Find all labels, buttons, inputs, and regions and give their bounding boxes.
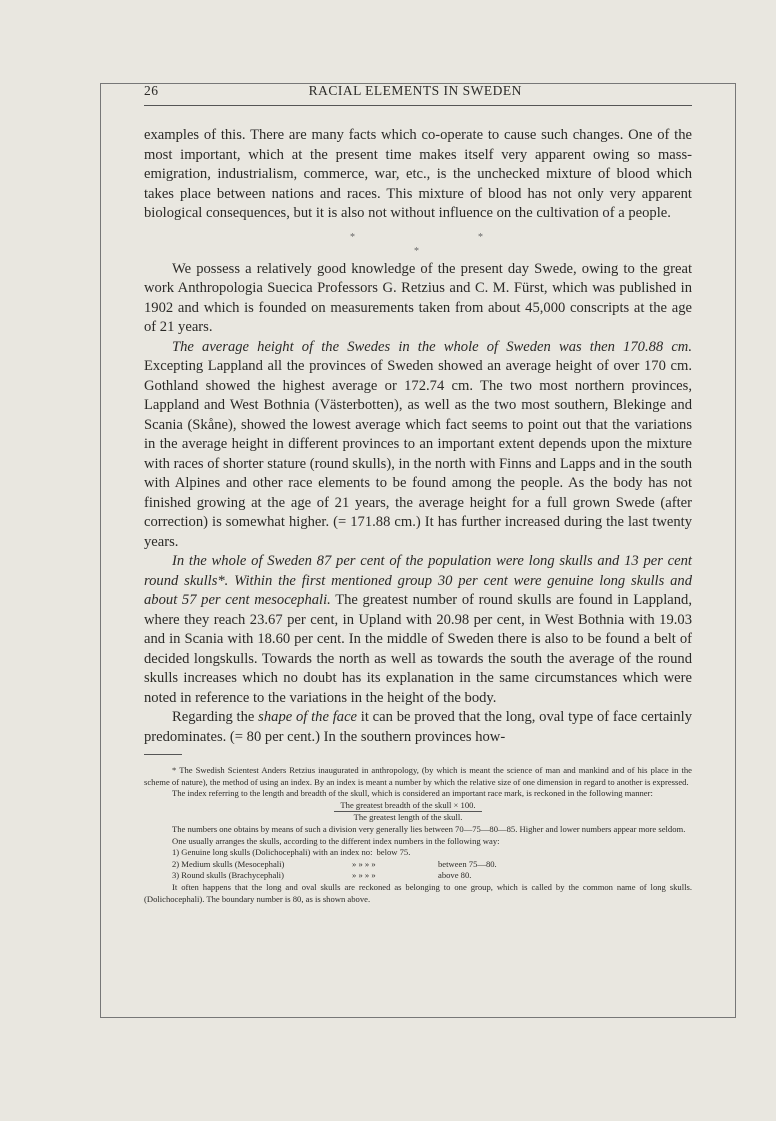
footnote-2: The index referring to the length and breadth of the skull, which is considered an important race mark, is reckoned in the following manner:: [172, 788, 653, 799]
paragraph-2: We possess a relatively good knowledge of the present day Swede, owing to the great work Anthropologia Suecica Professors G. Retzius and C. M. Fürst, which was published in 1902 and which is founded on measurements taken from about 45,000 conscripts at the age of 21 years.: [144, 260, 692, 335]
ornament-star-right: *: [478, 231, 483, 243]
crop-line-right: [735, 83, 736, 1018]
running-head: [144, 83, 692, 106]
paragraph-4: [144, 552, 692, 708]
index-list-label: 3) Round skulls (Brachycephali): [172, 870, 284, 881]
index-list-value: below 75.: [376, 847, 411, 858]
paragraph-3: [144, 338, 692, 553]
index-list-ditto: » » » »: [352, 858, 376, 869]
index-list-item: [172, 847, 692, 859]
footnote-3: The numbers one obtains by means of such a division very generally lies between 70—75—80—85. Higher and lower numbers appear more seldom.: [172, 823, 686, 834]
page-text: [144, 83, 692, 905]
page-number: 26: [144, 83, 159, 98]
formula-numerator: The greatest breadth of the skull × 100.: [334, 800, 481, 813]
index-formula: [144, 800, 692, 824]
paragraph-1: examples of this. There are many facts which co-operate to cause such changes. One of the most important, which at the present time makes itself very apparent owing so mass-emigration, industrialism, commerce, war, etc., is the unchecked mixture of blood which takes place between nations and races. This mixture of blood has not only very apparent biological consequences, but it is also not without influence on the cultivation of a people.: [144, 127, 692, 221]
body-text: [144, 126, 692, 747]
index-list-item: [172, 859, 692, 871]
paragraph-5-emphasis: shape of the face: [258, 709, 358, 725]
index-list-value: between 75—80.: [438, 858, 497, 869]
paragraph-5-text-b: it can be proved that the long, oval type of face certainly predominates. (= 80 per cent.) In the southern provinces how-: [144, 709, 693, 745]
paragraph-4-emphasis: In the whole of Sweden 87 per cent of the population were long skulls and 13 per cent round skulls*. Within the first mentioned group 30 per cent were genuine long skulls and about 57 per cent mesocephali.: [144, 553, 692, 608]
index-list-ditto: » » » »: [352, 870, 376, 881]
index-list-label: 1) Genuine long skulls (Dolichocephali) with an index no:: [172, 847, 373, 858]
ornament-star-left: *: [350, 231, 355, 243]
footnotes: [144, 765, 692, 905]
paragraph-3-text: Excepting Lappland all the provinces of Sweden showed an average height of over 170 cm. Gothland showed the highest average or 172.74 cm. The two most northern provinces, Lappland and West Bothnia (Västerbotten), as well as the two most southern, Blekinge and Scania (Skåne), showed the lowest average which fact seems to point out that the variations in the average height in different provinces to an important extent depends upon the mixture with races of shorter stature (round skulls), in the north with Finns and Lapps and in the south with Alpines and other race elements to be found among the people. As the body has not finished growing at the age of 21 years, the average height for a full grown Swede (after correction) is somewhat higher. (= 171.88 cm.) It has further increased during the last twenty years.: [144, 358, 692, 550]
ornament-star-center: *: [414, 245, 419, 257]
paragraph-4-text: The greatest number of round skulls are found in Lappland, where they reach 23.67 per cent, in Upland with 20.98 per cent, in West Bothnia with 19.03 and in Scania with 18.60 per cent. In the middle of Sweden there is also to be found a belt of decided longskulls. Towards the north as well as towards the south the average of the round skulls increases which no doubt has its explanation in the same circumstances which were noted in reference to the variations in the height of the body.: [144, 592, 692, 706]
crop-line-bottom: [100, 1017, 736, 1018]
index-list-value: above 80.: [438, 870, 472, 881]
section-ornament: [144, 224, 692, 260]
footnote-rule: [144, 754, 182, 755]
index-list-item: [172, 870, 692, 882]
index-list-label: 2) Medium skulls (Mesocephali): [172, 858, 285, 869]
paragraph-5-text-a: Regarding the: [172, 709, 259, 725]
footnote-1: * The Swedish Scientest Anders Retzius inaugurated in anthropology, (by which is meant the science of man and mankind and of his place in the scheme of nature), the method of using an index. By an index is meant a number by which the relative size of one dimension in regard to another is expressed.: [144, 765, 692, 787]
footnote-5: It often happens that the long and oval skulls are reckoned as belonging to one group, which is called by the common name of long skulls. (Dolichocephali). The boundary number is 80, as is shown above.: [144, 881, 692, 904]
formula-denominator: The greatest length of the skull.: [353, 812, 463, 823]
paragraph-3-emphasis: The average height of the Swedes in the whole of Sweden was then 170.88 cm.: [172, 338, 692, 355]
crop-line-left: [100, 83, 101, 1018]
footnote-4: One usually arranges the skulls, according to the different index numbers in the following way:: [172, 835, 500, 846]
paragraph-5: [144, 708, 692, 747]
running-title: RACIAL ELEMENTS IN SWEDEN: [308, 83, 522, 98]
